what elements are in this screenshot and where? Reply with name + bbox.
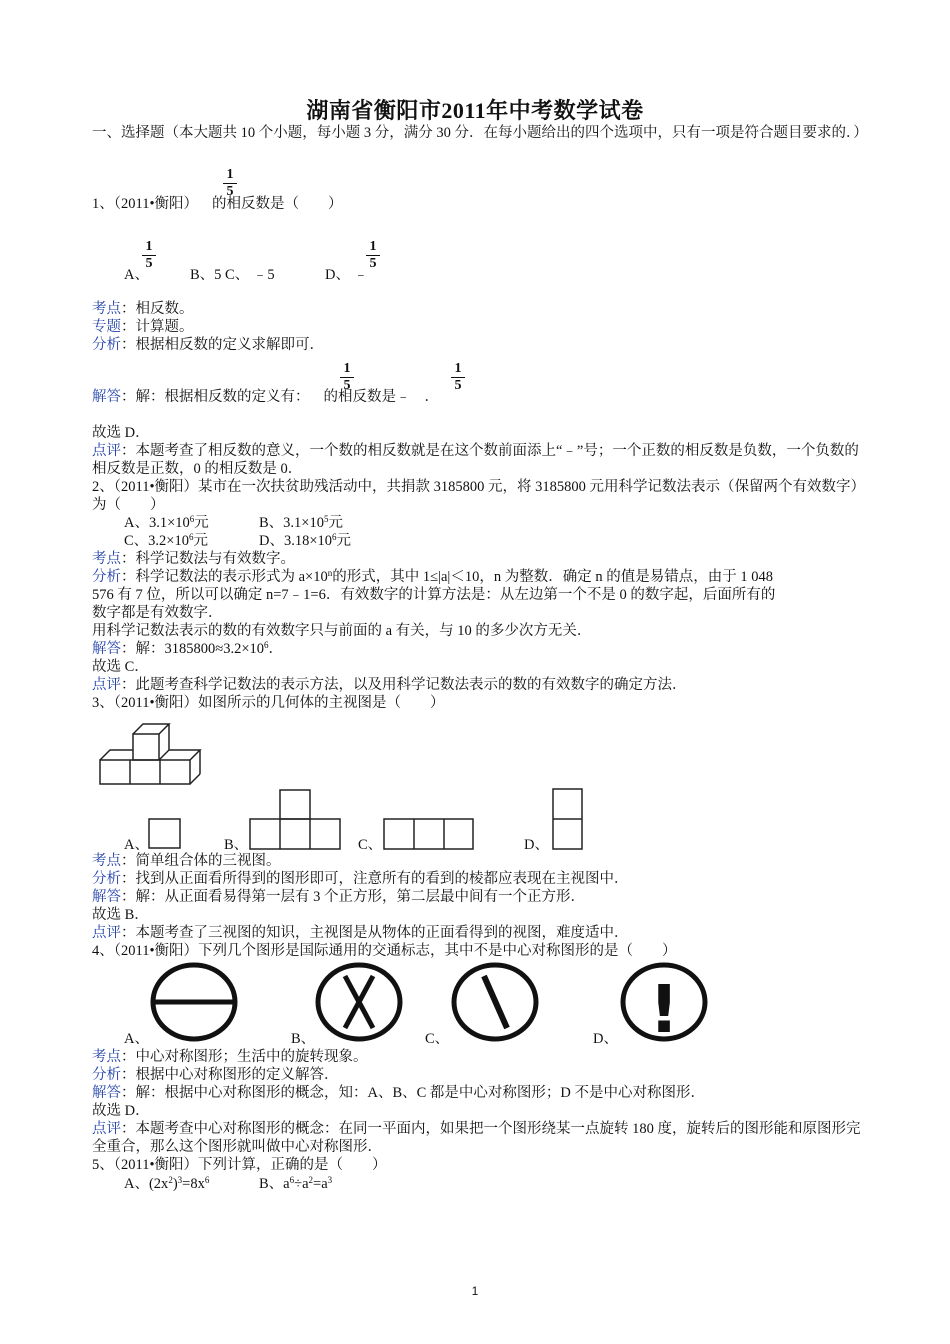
page-number: 1 — [471, 1284, 479, 1298]
q2-answer: 故选 C． — [92, 659, 149, 675]
q2-option-c: C、$3.2\times 10^6$元 — [124, 532, 208, 549]
q2-dianping: 点评：此题考查科学记数法的表示方法，以及用科学记数法表示的数的有效数字的确定方法． — [92, 677, 687, 693]
q3-kaodian: 考点：简单组合体的三视图。 — [92, 853, 281, 869]
q4-answer: 故选 D． — [92, 1103, 150, 1119]
q3-option-b-label: B、 — [224, 837, 249, 853]
q3-solid-figure — [96, 716, 214, 786]
q4-sign-c-slash — [451, 962, 541, 1042]
q3-dianping: 点评：本题考查了三视图的知识，主视图是从物体的正面看得到的视图，难度适中． — [92, 925, 629, 941]
q1-kaodian: 考点：相反数。 — [92, 301, 194, 317]
q1-jieda-fraction-2: 1 5 — [451, 362, 465, 393]
q2-option-d: D、$3.18\times 10^6$元 — [259, 532, 352, 549]
q3-stem: 3、（2011•衡阳）如图所示的几何体的主视图是（ ） — [92, 695, 445, 711]
q2-option-b: B、$3.1\times 10^5$元 — [259, 514, 343, 531]
q2-kaodian: 考点：科学记数法与有效数字。 — [92, 551, 295, 567]
q4-sign-a-no-entry — [150, 962, 240, 1042]
q1-jieda-fraction-1: 1 5 — [340, 362, 354, 393]
q4-sign-b-cross — [315, 962, 405, 1042]
q5-option-a: A、$(2x^2)^3=8x^6$ — [124, 1175, 210, 1192]
q3-jieda: 解答：解：从正面看易得第一层有 3 个正方形，第二层最中间有一个正方形． — [92, 889, 585, 905]
fraction-one-fifth: 1 5 — [223, 168, 237, 199]
q1-options-bc: B、5 C、 ﹣5 — [190, 267, 275, 283]
q3-option-a-figure — [148, 818, 182, 850]
q3-answer: 故选 B． — [92, 907, 149, 923]
q1-option-a-fraction: 1 5 — [142, 240, 156, 271]
q4-option-d-label: D、 — [593, 1031, 618, 1047]
q2-stem: 2、（2011•衡阳）某市在一次扶贫助残活动中，共捐款 3185800 元，将 3185800 元用科学记数法表示（保留两个有效数字）为（ ） — [92, 479, 858, 513]
q3-option-d-label: D、 — [524, 837, 549, 853]
q2-option-a: A、$3.1\times 10^6$元 — [124, 514, 209, 531]
q2-fenxi-line3: 数字都是有效数字． — [92, 605, 223, 621]
q1-zhuanti: 专题：计算题。 — [92, 319, 194, 335]
q3-option-c-label: C、 — [358, 837, 383, 853]
q1-option-d: D、 ﹣ — [325, 267, 369, 283]
q2-fenxi-line1: 分析：科学记数法的表示形式为 $a\times 10^n$的形式，其中 1≤|a|＜10，n 为整数．确定 n 的值是易错点，由于 1 048 — [92, 568, 773, 585]
q1-fenxi: 分析：根据相反数的定义求解即可． — [92, 337, 324, 353]
q4-option-a-label: A、 — [124, 1031, 149, 1047]
q4-option-c-label: C、 — [425, 1031, 450, 1047]
q4-dianping: 点评：本题考查中心对称图形的概念：在同一平面内，如果把一个图形绕某一点旋转 180 度，旋转后的图形能和原图形完全重合，那么这个图形就叫做中心对称图形． — [92, 1121, 861, 1155]
q4-sign-d-mark: ! — [648, 971, 680, 1042]
q2-fenxi-line4: 用科学记数法表示的数的有效数字只与前面的 a 有关，与 10 的多少次方无关． — [92, 623, 592, 639]
page-title: 湖南省衡阳市2011年中考数学试卷 — [306, 98, 644, 123]
q2-fenxi-line2: 576 有 7 位，所以可以确定 n=7﹣1=6．有效数字的计算方法是：从左边第一个不是 0 的数字起，后面所有的 — [92, 587, 776, 603]
q3-option-c-figure — [383, 818, 475, 851]
q1-option-a: A、 — [124, 267, 149, 283]
q1-stem: 1、（2011•衡阳） 的相反数是（ ） — [92, 196, 343, 212]
q2-jieda: 解答：解：$3185800\approx 3.2\times 10^6$． — [92, 640, 284, 657]
q5-option-b: B、$a^6\div a^2=a^3$ — [259, 1175, 333, 1192]
q3-option-b-figure — [249, 789, 343, 851]
q5-stem: 5、（2011•衡阳）下列计算，正确的是（ ） — [92, 1157, 387, 1173]
q4-kaodian: 考点：中心对称图形；生活中的旋转现象。 — [92, 1049, 368, 1065]
q1-answer: 故选 D． — [92, 425, 150, 441]
q4-fenxi: 分析：根据中心对称图形的定义解答． — [92, 1067, 339, 1083]
section-heading: 一、选择题（本大题共 10 个小题，每小题 3 分，满分 30 分．在每小题给出的四个选项中，只有一项是符合题目要求的．） — [92, 125, 868, 141]
q3-fenxi: 分析：找到从正面看所得到的图形即可，注意所有的看到的棱都应表现在主视图中． — [92, 871, 629, 887]
q4-option-b-label: B、 — [291, 1031, 316, 1047]
q1-jieda: 解答：解：根据相反数的定义有： 的相反数是﹣ ． — [92, 389, 439, 405]
q4-sign-d-exclamation — [620, 962, 710, 1042]
q4-jieda: 解答：解：根据中心对称图形的概念，知：A、B、C 都是中心对称图形；D 不是中心对称图形． — [92, 1085, 706, 1101]
q4-stem: 4、（2011•衡阳）下列几个图形是国际通用的交通标志，其中不是中心对称图形的是（ ） — [92, 943, 677, 959]
q1-option-d-fraction: 1 5 — [366, 240, 380, 271]
q3-option-a-label: A、 — [124, 837, 149, 853]
q1-dianping: 点评：本题考查了相反数的意义，一个数的相反数就是在这个数前面添上“﹣”号；一个正数的相反数是负数，一个负数的相反数是正数，0 的相反数是 0． — [92, 443, 859, 477]
q3-option-d-figure — [552, 788, 584, 851]
